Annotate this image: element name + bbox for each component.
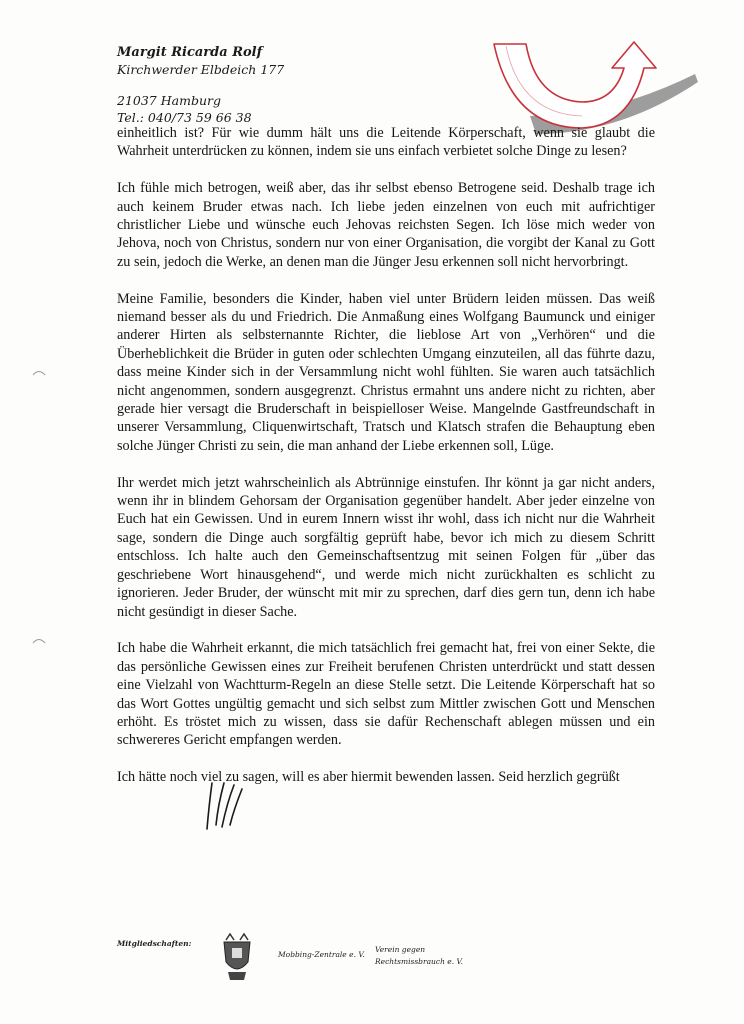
- paragraph-1: einheitlich ist? Für wie dumm hält uns die Leitende Körperschaft, wenn sie glaubt die Wahrheit unterdrücken zu können, indem sie uns einfach verbietet solche Dinge zu lesen?: [117, 125, 655, 160]
- association-crest-icon: [220, 932, 254, 982]
- punch-hole-mark: [32, 368, 46, 376]
- paragraph-2: Ich fühle mich betrogen, weiß aber, das ihr selbst ebenso Betrogene seid. Deshalb trage ich auch keinem Bruder etwas nach. Ich liebe jeden einzelnen von euch mit aufrichtiger christlicher Liebe und wünsche euch Jehovas reichsten Segen. Ich löse mich weder von Jehova, noch von Christus, sondern nur von einer Organisation, die vorgibt der Kanal zu Gott zu sein, jedoch die Werke, an denen man die Jünger Jesu erkennen soll nicht hervorbringt.: [117, 180, 655, 270]
- sender-address: [117, 44, 284, 126]
- letter-body: [117, 124, 655, 805]
- membership-org-mobbing: Mobbing-Zentrale e. V.: [278, 950, 365, 959]
- paragraph-5: Ich habe die Wahrheit erkannt, die mich tatsächlich frei gemacht hat, frei von einer Sekte, die das persönliche Gewissen eines zur Freiheit berufenen Christen unterdrückt und statt dessen eine Vielzahl von Wachtturm-Regeln an diese Stelle setzt. Die Leitende Körperschaft hat so das Wort Gottes ungültig gemacht und sich selbst zum Mittler zwischen Gott und Menschen erhöht. Es tröstet mich zu wissen, dass sie dafür Rechenschaft ablegen müssen und ein schwereres Gericht empfangen werden.: [117, 640, 655, 749]
- curved-arrow-logo-icon: [490, 38, 700, 138]
- memberships-label: Mitgliedschaften:: [117, 939, 192, 948]
- membership-org-rechtsmissbrauch: [375, 944, 463, 968]
- paragraph-3: Meine Familie, besonders die Kinder, haben viel unter Brüdern leiden müssen. Das weiß niemand besser als du und Friedrich. Die Anmaßung eines Wolfgang Baumunck und einiger anderer Hirten als selbsternannte Richter, die lieblose Art von „Verhören“ und die Überheblichkeit die Brüder in guten oder schlechten Umgang einzuteilen, all das führte dazu, dass meine Kinder sich in der Versammlung nicht wohl fühlten. Sie waren auch tatsächlich nicht angenommen, sondern ausgegrenzt. Christus ermahnt uns andere nicht zu richten, aber gerade hier versagt die Bruderschaft in beispielloser Weise. Mangelnde Gastfreundschaft in unserer Versammlung, Cliquenwirtschaft, Tratsch und Klatsch strafen die Behauptung eben solche Jünger Christi zu sein, die man anhand der Liebe erkennen soll, Lüge.: [117, 290, 655, 454]
- paragraph-6: Ich hätte noch viel zu sagen, will es aber hiermit bewenden lassen. Seid herzlich gegrüßt: [117, 769, 620, 786]
- org2-line-1: Verein gegen: [375, 945, 426, 954]
- paragraph-4: Ihr werdet mich jetzt wahrscheinlich als Abtrünnige einstufen. Ihr könnt ja gar nicht anders, wenn ihr in blindem Gehorsam der Organisation gegenüber handelt. Aber jeder einzelne von Euch hat ein Gewissen. Und in eurem Innern wisst ihr wohl, dass ich nicht nur die Wahrheit sage, sondern die Dinge auch sorgfältig geprüft habe, bevor ich mich zu diesem Schritt entschloss. Ich halte auch den Gemeinschaftsentzug mit seinen Folgen für „über das geschriebene Wort hinausgehend“, und werde mich nicht zurückhalten es schlicht zu ignorieren. Jeder Bruder, der wünscht mit mir zu sprechen, darf dies gern tun, denn ich habe nicht gesündigt in dieser Sache.: [117, 474, 655, 620]
- sender-city: 21037 Hamburg: [117, 93, 221, 108]
- handwritten-signature-icon: [200, 775, 250, 835]
- org2-line-2: Rechtsmissbrauch e. V.: [375, 957, 463, 966]
- sender-street: Kirchwerder Elbdeich 177: [117, 62, 285, 77]
- sender-phone: Tel.: 040/73 59 66 38: [117, 110, 252, 125]
- punch-hole-mark: [32, 636, 46, 644]
- sender-name: Margit Ricarda Rolf: [117, 45, 263, 60]
